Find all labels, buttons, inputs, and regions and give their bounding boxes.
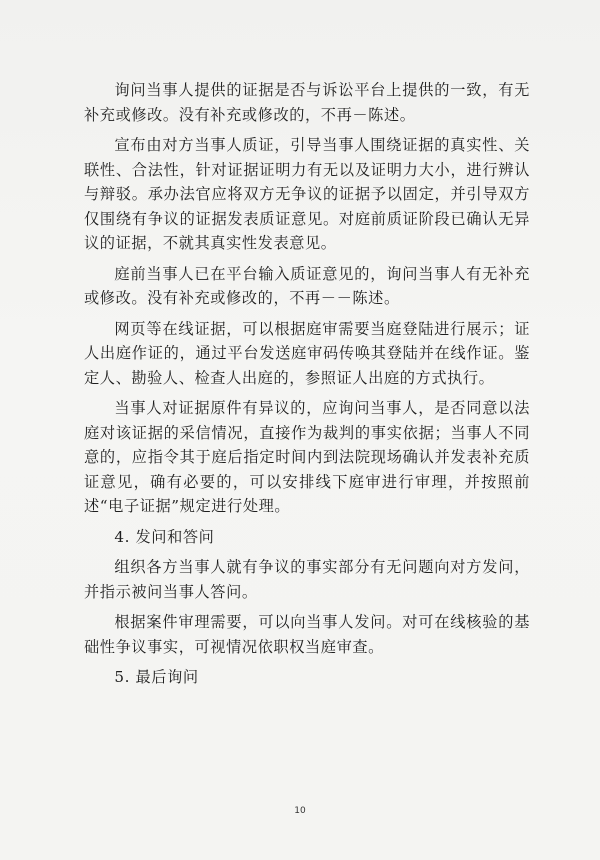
paragraph-4: 网页等在线证据，可以根据庭审需要当庭登陆进行展示；证人出庭作证的，通过平台发送庭审码传唤其登陆并在线作证。鉴定人、勘验人、检查人出庭的，参照证人出庭的方式执行。 (84, 319, 530, 387)
paragraph-5: 当事人对证据原件有异议的，应询问当事人，是否同意以法庭对该证据的采信情况，直接作为裁判的事实依据；当事人不同意的，应指令其于庭后指定时间内到法院现场确认并发表补充质证意见，确有必要的，可以安排线下庭审进行审理，并按照前述“电子证据”规定进行处理。 (84, 399, 530, 515)
paragraph-1: 询问当事人提供的证据是否与诉讼平台上提供的一致，有无补充或修改。没有补充或修改的，不再－陈述。 (84, 81, 530, 124)
paragraph-3: 庭前当事人已在平台输入质证意见的，询问当事人有无补充或修改。没有补充或修改的，不再－－陈述。 (84, 264, 530, 307)
document-body (84, 78, 530, 690)
section-4-heading: 4. 发问和答问 (114, 527, 215, 546)
paragraph-7: 根据案件审理需要，可以向当事人发问。对可在线核验的基础性争议事实，可视情况依职权当庭审查。 (84, 613, 530, 656)
page-number: 10 (294, 806, 306, 816)
paragraph-2: 宣布由对方当事人质证，引导当事人围绕证据的真实性、关联性、合法性，针对证据证明力有无以及证明力大小，进行辨认与辩驳。承办法官应将双方无争议的证据予以固定，并引导双方仅围绕有争议的证据发表质证意见。对庭前质证阶段已确认无异议的证据，不就其真实性发表意见。 (84, 136, 530, 252)
paragraph-6: 组织各方当事人就有争议的事实部分有无问题向对方发问，并指示被问当事人答问。 (84, 558, 530, 601)
section-5-heading: 5. 最后询问 (114, 668, 199, 686)
